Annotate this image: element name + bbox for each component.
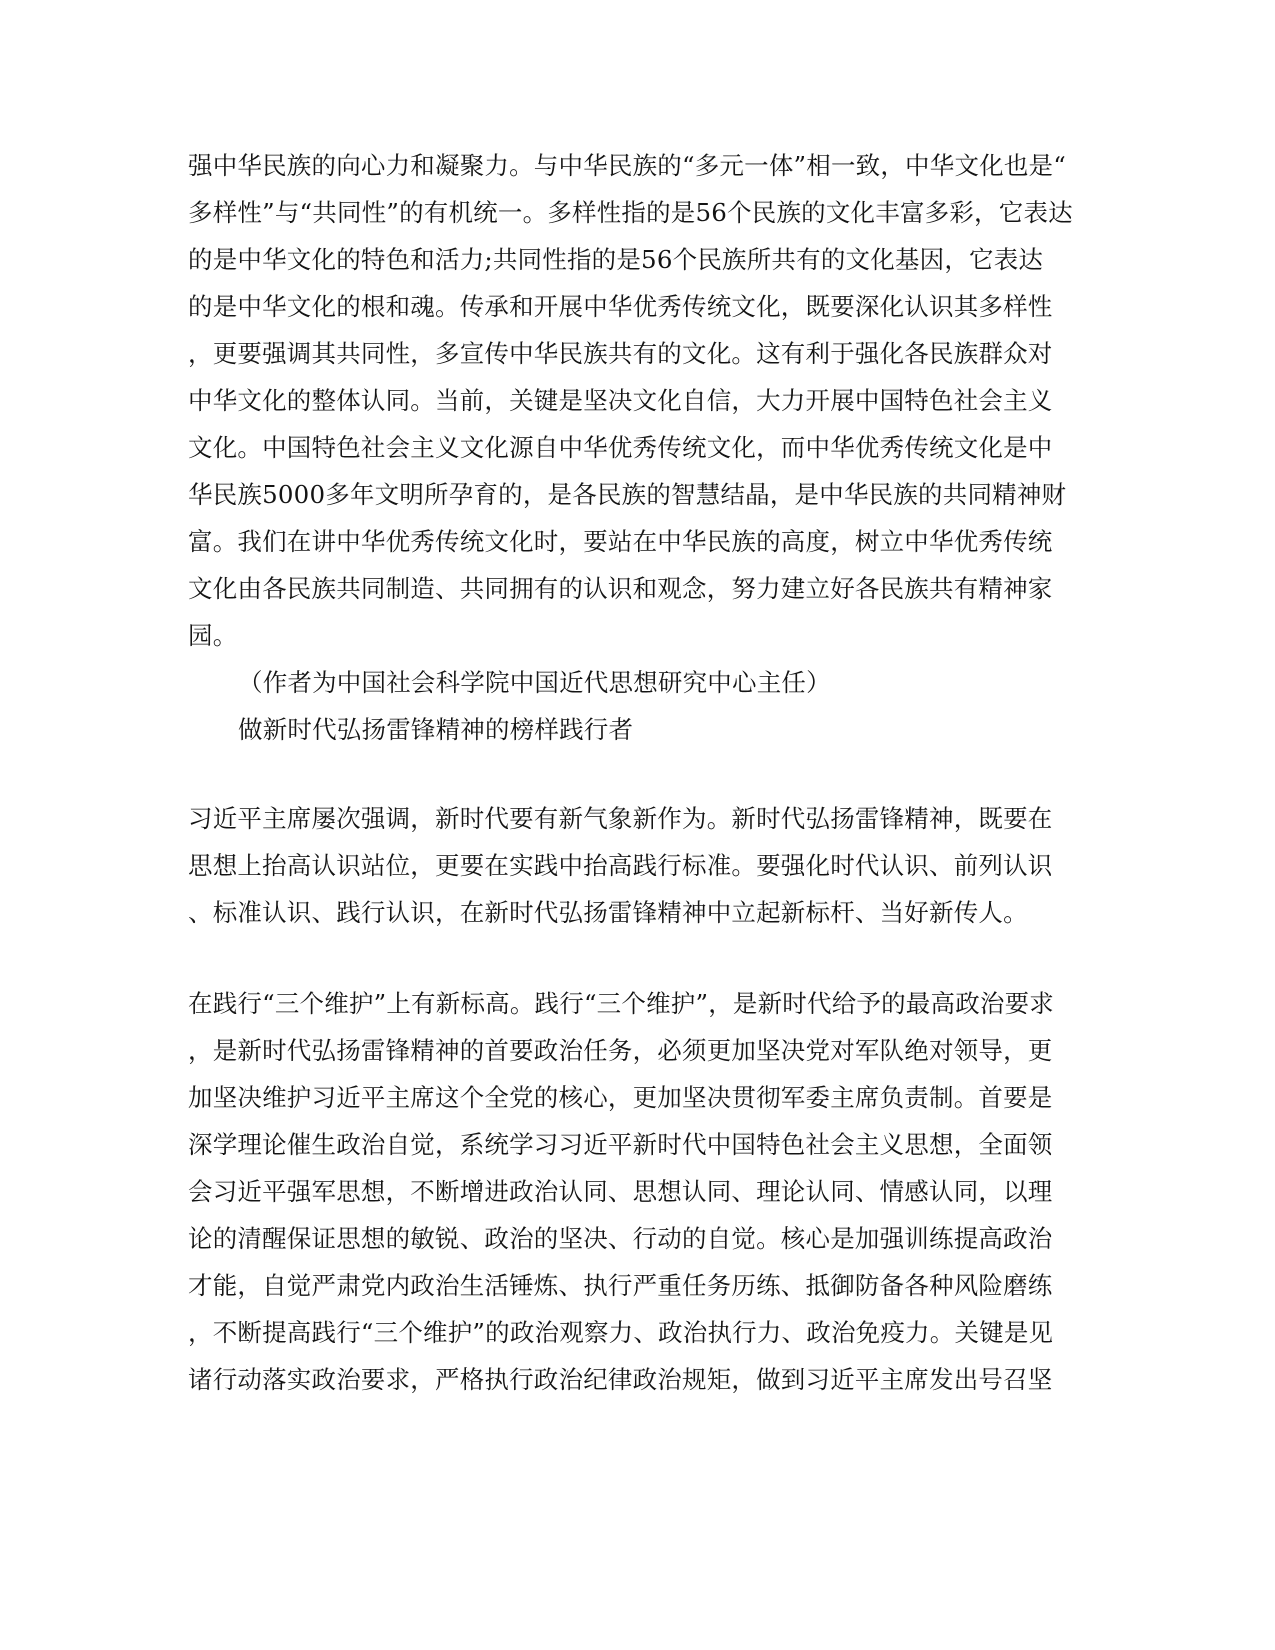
paragraph-line: 文化。中国特色社会主义文化源自中华优秀传统文化，而中华优秀传统文化是中	[188, 433, 1053, 462]
paragraph-line: 的是中华文化的特色和活力;共同性指的是56个民族所共有的文化基因，它表达	[188, 245, 1044, 274]
paragraph-line: 会习近平强军思想，不断增进政治认同、思想认同、理论认同、情感认同，以理	[188, 1177, 1053, 1206]
paragraph-line: 论的清醒保证思想的敏锐、政治的坚决、行动的自觉。核心是加强训练提高政治	[188, 1224, 1053, 1253]
paragraph-line: 多样性”与“共同性”的有机统一。多样性指的是56个民族的文化丰富多彩，它表达	[188, 198, 1073, 227]
author-note: （作者为中国社会科学院中国近代思想研究中心主任）	[238, 668, 831, 697]
paragraph-line: 才能，自觉严肃党内政治生活锤炼、执行严重任务历练、抵御防备各种风险磨练	[188, 1271, 1053, 1300]
paragraph-line: 加坚决维护习近平主席这个全党的核心，更加坚决贯彻军委主席负责制。首要是	[188, 1083, 1053, 1112]
paragraph-line: 文化由各民族共同制造、共同拥有的认识和观念，努力建立好各民族共有精神家	[188, 574, 1053, 603]
paragraph-line: 的是中华文化的根和魂。传承和开展中华优秀传统文化，既要深化认识其多样性	[188, 292, 1053, 321]
paragraph-line: ，更要强调其共同性，多宣传中华民族共有的文化。这有利于强化各民族群众对	[188, 339, 1053, 368]
paragraph-line: 园。	[188, 621, 238, 650]
paragraph-line: 诸行动落实政治要求，严格执行政治纪律政治规矩，做到习近平主席发出号召坚	[188, 1365, 1053, 1394]
paragraph-line: 深学理论催生政治自觉，系统学习习近平新时代中国特色社会主义思想，全面领	[188, 1130, 1053, 1159]
paragraph-line: 、标准认识、践行认识，在新时代弘扬雷锋精神中立起新标杆、当好新传人。	[188, 898, 1028, 927]
paragraph-line: ，不断提高践行“三个维护”的政治观察力、政治执行力、政治免疫力。关键是见	[188, 1318, 1054, 1347]
paragraph-line: 华民族5000多年文明所孕育的，是各民族的智慧结晶，是中华民族的共同精神财	[188, 480, 1067, 509]
paragraph-line: 强中华民族的向心力和凝聚力。与中华民族的“多元一体”相一致，中华文化也是“	[188, 151, 1066, 180]
paragraph-line: 在践行“三个维护”上有新标高。践行“三个维护”，是新时代给予的最高政治要求	[188, 989, 1054, 1018]
section-title: 做新时代弘扬雷锋精神的榜样践行者	[238, 715, 634, 744]
paragraph-line: 中华文化的整体认同。当前，关键是坚决文化自信，大力开展中国特色社会主义	[188, 386, 1053, 415]
paragraph-line: ，是新时代弘扬雷锋精神的首要政治任务，必须更加坚决党对军队绝对领导，更	[188, 1036, 1053, 1065]
paragraph-line: 思想上抬高认识站位，更要在实践中抬高践行标准。要强化时代认识、前列认识	[188, 851, 1053, 880]
paragraph-line: 富。我们在讲中华优秀传统文化时，要站在中华民族的高度，树立中华优秀传统	[188, 527, 1053, 556]
paragraph-line: 习近平主席屡次强调，新时代要有新气象新作为。新时代弘扬雷锋精神，既要在	[188, 804, 1053, 833]
